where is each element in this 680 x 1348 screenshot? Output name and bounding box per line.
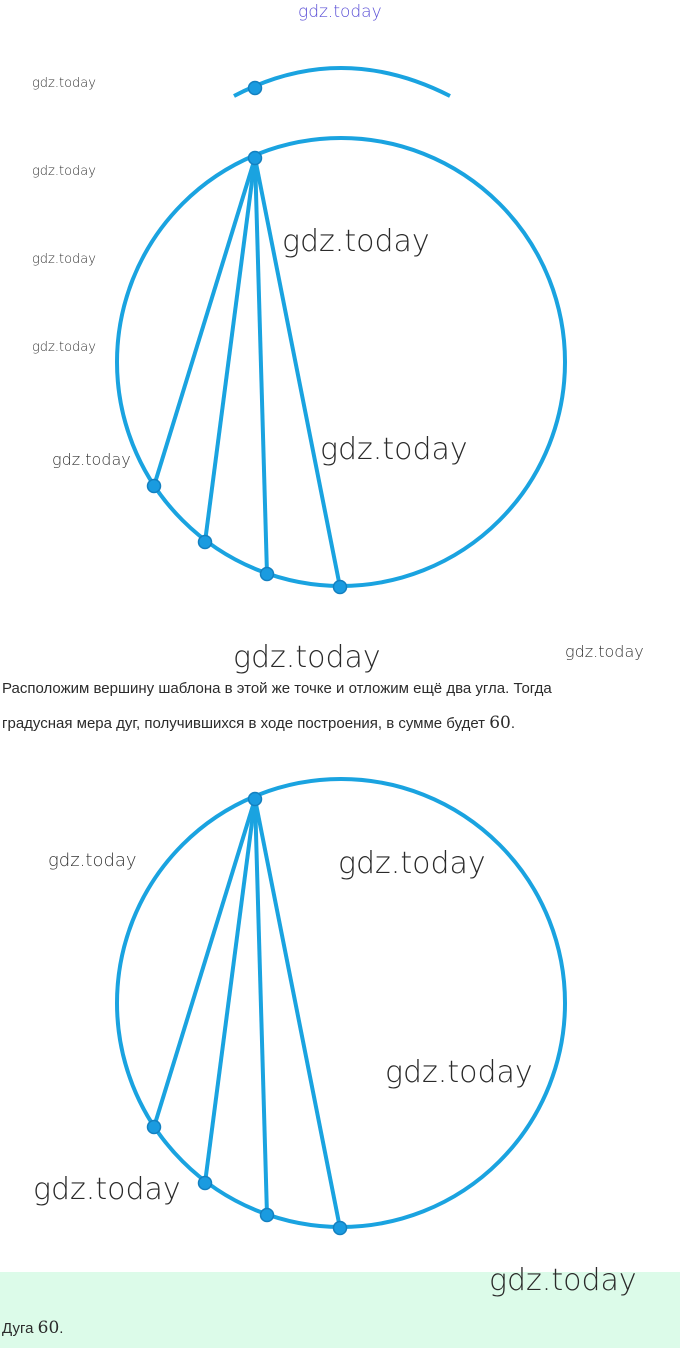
point: [261, 1209, 274, 1222]
answer-label: Дуга: [2, 1320, 38, 1337]
watermark: gdz.today: [233, 640, 381, 675]
watermark-top: gdz.today: [298, 2, 382, 22]
watermark: gdz.today: [282, 224, 430, 259]
vertex-point: [249, 793, 262, 806]
chord: [255, 799, 267, 1215]
answer-text: [2, 1318, 63, 1338]
answer-suffix: .: [59, 1320, 64, 1337]
watermark: gdz.today: [489, 1263, 637, 1298]
watermark: gdz.today: [32, 76, 96, 91]
paragraph: [2, 672, 678, 741]
paragraph-line-2-text: градусная мера дуг, получившихся в ходе построения, в сумме будет: [2, 715, 490, 732]
point: [334, 581, 347, 594]
watermark: gdz.today: [48, 850, 137, 871]
point: [249, 82, 262, 95]
chord: [255, 158, 267, 574]
watermark: gdz.today: [338, 846, 486, 881]
chord: [154, 158, 255, 486]
watermark: gdz.today: [385, 1055, 533, 1090]
watermark: gdz.today: [32, 340, 96, 355]
point: [148, 480, 161, 493]
watermark: gdz.today: [32, 252, 96, 267]
chord: [154, 799, 255, 1127]
paragraph-line-1: Расположим вершину шаблона в этой же точке и отложим ещё два угла. Тогда: [2, 680, 552, 697]
point: [261, 568, 274, 581]
vertex-point: [249, 152, 262, 165]
paragraph-number: 60: [489, 713, 511, 733]
paragraph-line-2: [2, 706, 678, 741]
chord: [205, 799, 255, 1183]
point: [148, 1121, 161, 1134]
point: [199, 536, 212, 549]
circle: [117, 138, 565, 586]
watermark: gdz.today: [32, 164, 96, 179]
arc-partial: [234, 68, 450, 96]
chord: [205, 158, 255, 542]
answer-number: 60: [37, 1318, 60, 1338]
figure-1: [0, 0, 680, 600]
watermark: gdz.today: [565, 642, 644, 661]
watermark: gdz.today: [33, 1172, 181, 1207]
chord: [255, 158, 340, 587]
point: [199, 1177, 212, 1190]
point: [334, 1222, 347, 1235]
watermark: gdz.today: [320, 432, 468, 467]
chord: [255, 799, 340, 1228]
paragraph-suffix: .: [510, 715, 516, 732]
watermark: gdz.today: [52, 450, 131, 469]
